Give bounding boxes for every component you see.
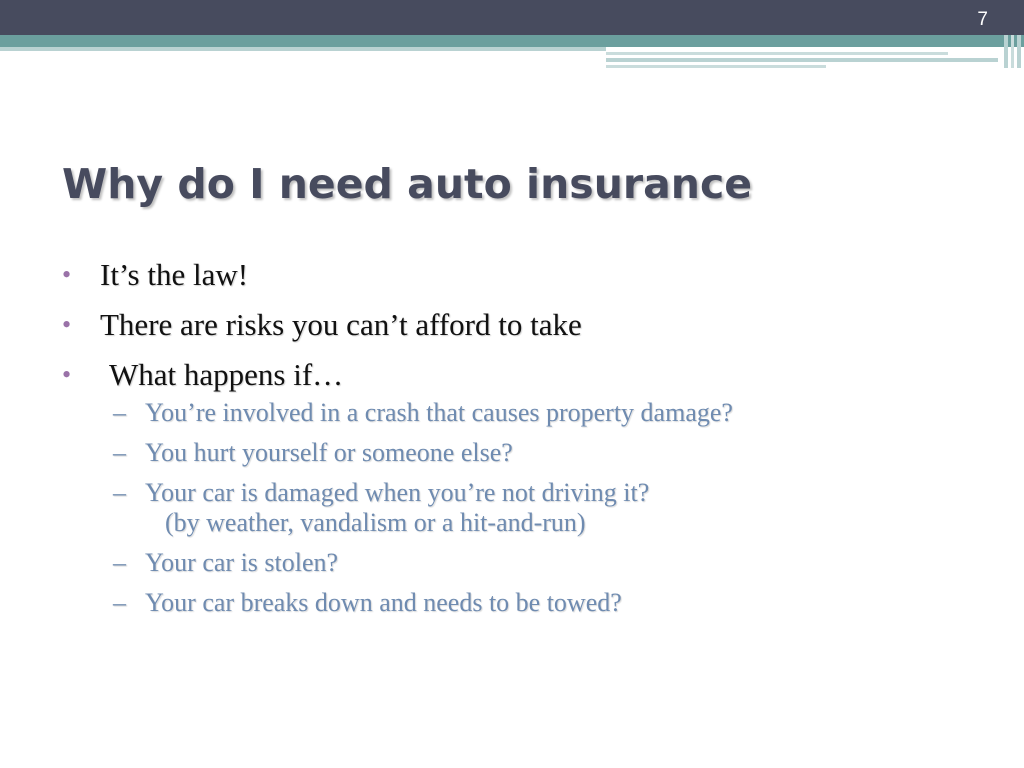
sub-bullet-item bbox=[113, 438, 733, 468]
header-accent-stripe bbox=[0, 35, 1024, 47]
header-bar bbox=[0, 0, 1024, 35]
sub-bullet-list bbox=[113, 398, 733, 628]
header-decor-bar bbox=[1011, 35, 1014, 68]
sub-bullet-marker: – bbox=[113, 438, 126, 467]
bullet-marker: • bbox=[62, 310, 72, 339]
sub-bullet-item bbox=[113, 548, 733, 578]
header-decor-line bbox=[606, 58, 998, 62]
sub-bullet-text: Your car is stolen? bbox=[145, 548, 339, 577]
bullet-text: There are risks you can’t afford to take bbox=[100, 307, 582, 342]
sub-bullet-marker: – bbox=[113, 548, 126, 577]
bullet-marker: • bbox=[62, 260, 72, 289]
bullet-marker: • bbox=[62, 360, 72, 389]
header-decor-bar bbox=[1004, 35, 1008, 68]
sub-bullet-marker: – bbox=[113, 588, 126, 617]
sub-bullet-text: You hurt yourself or someone else? bbox=[145, 438, 513, 467]
sub-bullet-text: You’re involved in a crash that causes property damage? bbox=[145, 398, 733, 427]
sub-bullet-item bbox=[113, 398, 733, 428]
bullet-text: It’s the law! bbox=[100, 257, 249, 292]
header-decor-line bbox=[606, 65, 826, 68]
sub-bullet-item bbox=[113, 588, 733, 618]
sub-bullet-marker: – bbox=[113, 398, 126, 427]
sub-bullet-continuation: (by weather, vandalism or a hit-and-run) bbox=[165, 508, 586, 537]
sub-bullet-marker: – bbox=[113, 478, 126, 507]
sub-bullet-text: Your car is damaged when you’re not driving it? bbox=[145, 478, 650, 507]
sub-bullet-item bbox=[113, 478, 733, 538]
sub-bullet-text: Your car breaks down and needs to be towed? bbox=[145, 588, 622, 617]
header-decor-line bbox=[606, 52, 948, 55]
bullet-text: What happens if… bbox=[109, 357, 344, 392]
slide-number: 7 bbox=[977, 9, 988, 30]
slide-title: Why do I need auto insurance bbox=[62, 160, 753, 208]
header-decor-bar bbox=[1017, 35, 1021, 68]
header-accent-line bbox=[0, 47, 606, 51]
